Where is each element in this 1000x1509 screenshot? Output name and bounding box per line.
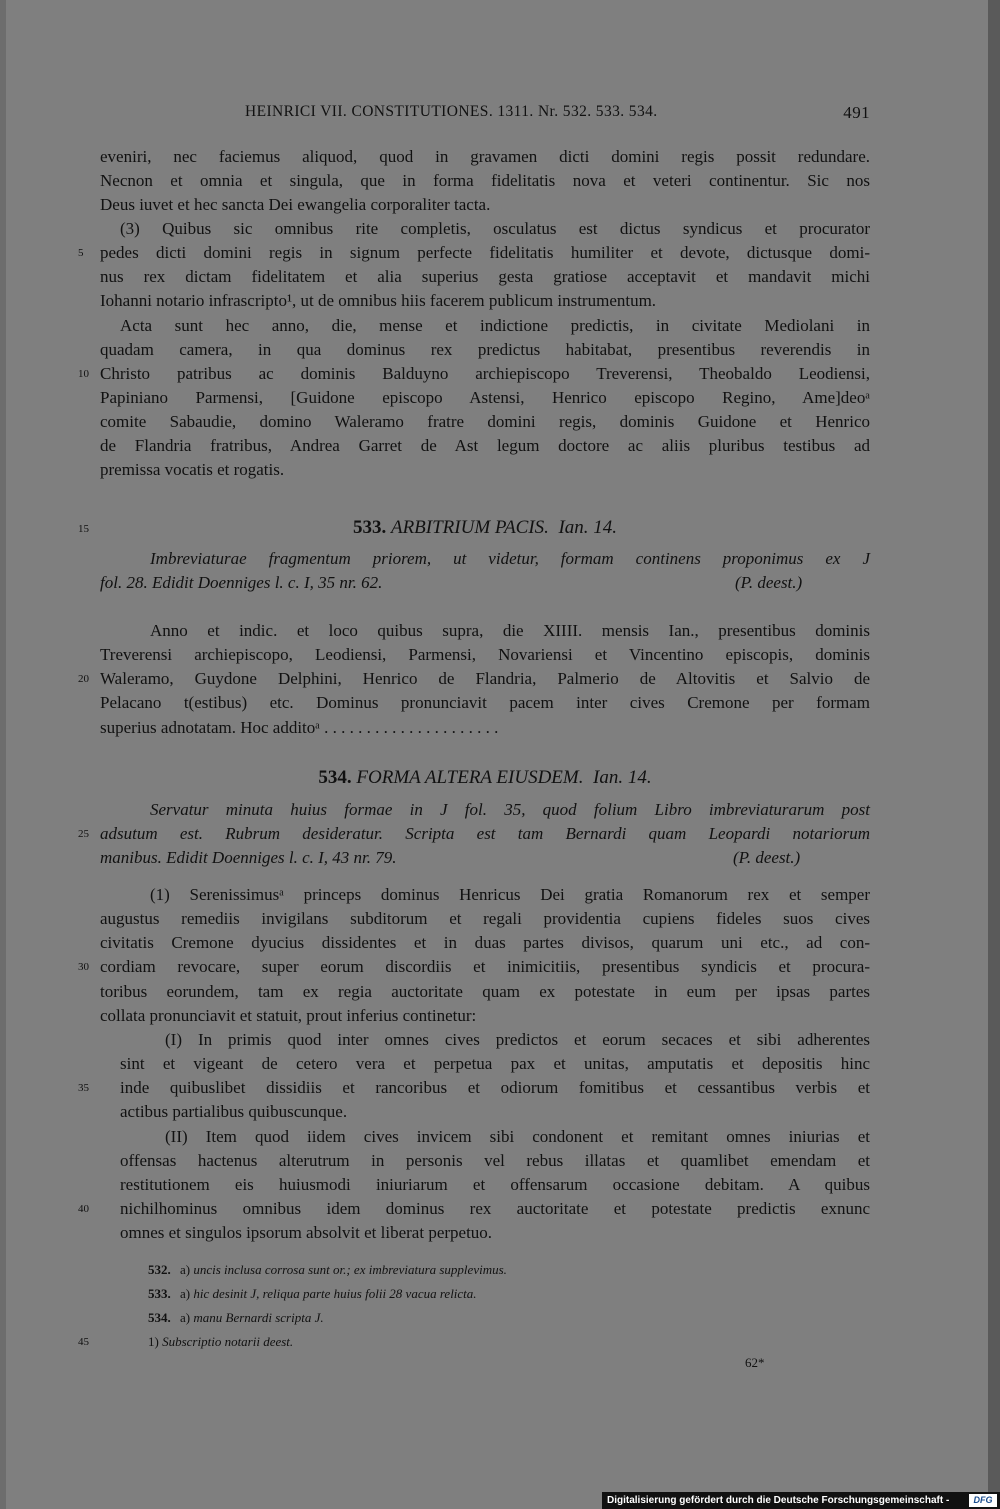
text-line: Papiniano Parmensi, [Guidone episcopo Astensi, Henrico episcopo Regino, Ame]deoᵃ [100, 388, 870, 407]
dfg-footer-bar [602, 1492, 1000, 1509]
line-number: 20 [78, 673, 89, 685]
page-number: 491 [843, 103, 870, 122]
section-intro: adsutum est. Rubrum desideratur. Scripta est tam Bernardi quam Leopardi notariorum [100, 824, 870, 843]
text-line: sint et vigeant de cetero vera et perpetua pax et unitas, amputatis et depositis hinc [120, 1054, 870, 1073]
text-line: premissa vocatis et rogatis. [100, 460, 285, 479]
text-line: omnes et singulos ipsorum absolvit et liberat perpetuo. [120, 1223, 493, 1242]
section-title: ARBITRIUM PACIS. [390, 517, 549, 538]
footnote-ref: 534. [148, 1310, 171, 1325]
section-intro: fol. 28. Edidit Doenniges l. c. I, 35 nr. 62. [100, 573, 383, 592]
footnote-ref: 533. [148, 1286, 171, 1301]
print-note: (P. deest.) [735, 573, 803, 592]
text-line: Waleramo, Guydone Delphini, Henrico de Flandria, Palmerio de Altovitis et Salvio de [100, 669, 870, 688]
section-533-heading [100, 517, 870, 539]
dfg-logo-icon: DFG [969, 1494, 997, 1507]
text-line: Christo patribus ac dominis Balduyno archiepiscopo Treverensi, Theobaldo Leodiensi, [100, 364, 870, 383]
text-line: Treverensi archiepiscopo, Leodiensi, Parmensi, Novariensi et Vincentino episcopis, dominis [100, 645, 870, 664]
line-number: 25 [78, 828, 89, 840]
line-number: 5 [78, 247, 84, 259]
footnote-ref: 532. [148, 1262, 171, 1277]
text-line: (I) In primis quod inter omnes cives predictos et eorum secaces et sibi adherentes [165, 1030, 870, 1049]
section-534-heading [100, 767, 870, 789]
signature-mark: 62* [745, 1355, 765, 1370]
text-line: superius adnotatam. Hoc additoᵃ . . . . . . . . . . . . . . . . . . . . . [100, 718, 499, 737]
section-date: Ian. 14. [593, 767, 652, 788]
footnote-text: Subscriptio notarii deest. [162, 1334, 294, 1349]
text-line: (II) Item quod iidem cives invicem sibi condonent et remitant omnes iniurias et [165, 1127, 870, 1146]
line-number: 45 [78, 1336, 89, 1348]
print-note: (P. deest.) [733, 848, 801, 867]
text-line: nus rex dictam fidelitatem et alia superius gesta gratiose acceptavit et mandavit michi [100, 267, 870, 286]
section-number: 534. [318, 767, 352, 788]
footnote-mark: a) [180, 1262, 191, 1277]
text-line: Necnon et omnia et singula, que in forma fidelitatis nova et veteri continentur. Sic nos [100, 171, 870, 190]
text-line: (1) Serenissimusᵃ princeps dominus Henricus Dei gratia Romanorum rex et semper [150, 885, 870, 904]
footnote-text: manu Bernardi scripta J. [193, 1310, 324, 1325]
text-line: offensas hactenus alterutrum in personis vel rebus illatas et quamlibet emendam et [120, 1151, 870, 1170]
text-line: nichilhominus omnibus idem dominus rex auctoritate et potestate predictis exnunc [120, 1199, 870, 1218]
section-intro: manibus. Edidit Doenniges l. c. I, 43 nr. 79. [100, 848, 397, 867]
footnote [148, 1332, 293, 1352]
footnote-mark: 1) [148, 1334, 159, 1349]
footnote [148, 1308, 324, 1328]
footnote [148, 1260, 507, 1280]
text-line: inde quibuslibet dissidiis et rancoribus et odiorum fomitibus et cessantibus verbis et [120, 1078, 870, 1097]
footnote-mark: a) [180, 1310, 191, 1325]
text-line: Deus iuvet et hec sancta Dei ewangelia corporaliter tacta. [100, 195, 491, 214]
text-line: eveniri, nec faciemus aliquod, quod in gravamen dicti domini regis possit redundare. [100, 147, 870, 166]
text-line: comite Sabaudie, domino Waleramo fratre domini regis, dominis Guidone et Henrico [100, 412, 870, 431]
line-number: 35 [78, 1082, 89, 1094]
text-line: Pelacano t(estibus) etc. Dominus pronunciavit pacem inter cives Cremone per formam [100, 693, 870, 712]
text-line: civitatis Cremone dyucius dissidentes et in duas partes divisos, quarum uni etc., ad con- [100, 933, 870, 952]
section-intro: Servatur minuta huius formae in J fol. 35, quod folium Libro imbreviaturarum post [150, 800, 870, 819]
footnote-mark: a) [180, 1286, 191, 1301]
text-line: Acta sunt hec anno, die, mense et indictione predictis, in civitate Mediolani in [120, 316, 870, 335]
text-line: de Flandria fratribus, Andrea Garret de Ast legum doctore ac aliis pluribus testibus ad [100, 436, 870, 455]
line-number: 10 [78, 368, 89, 380]
scan-edge-right [988, 0, 1000, 1509]
footer-text: Digitalisierung gefördert durch die Deutsche Forschungsgemeinschaft - [607, 1495, 950, 1506]
section-number: 533. [352, 517, 387, 538]
running-title: HEINRICI VII. CONSTITUTIONES. 1311. Nr. 532. 533. 534. [245, 103, 658, 120]
line-number: 30 [78, 961, 89, 973]
line-number: 15 [78, 523, 89, 535]
text-line: actibus partialibus quibuscunque. [120, 1102, 348, 1121]
section-title: FORMA ALTERA EIUSDEM. [356, 767, 584, 788]
text-line: Iohanni notario infrascripto¹, ut de omnibus hiis facerem publicum instrumentum. [100, 291, 657, 310]
text-line: collata pronunciavit et statuit, prout inferius continetur: [100, 1006, 477, 1025]
section-date: Ian. 14. [558, 517, 618, 538]
text-line: toribus eorundem, tam ex regia auctoritate quam ex potestate in eum per ipsas partes [100, 982, 870, 1001]
line-number: 40 [78, 1203, 89, 1215]
text-line: (3) Quibus sic omnibus rite completis, osculatus est dictus syndicus et procurator [120, 219, 870, 238]
text-line: Anno et indic. et loco quibus supra, die XIIII. mensis Ian., presentibus dominis [150, 621, 870, 640]
text-line: augustus remediis invigilans subditorum et regali providentia cupiens fideles suos cives [100, 909, 870, 928]
text-line: cordiam revocare, super eorum discordiis et inimicitiis, presentibus syndicis et procura- [100, 957, 870, 976]
text-line: restitutionem eis huiusmodi iniuriarum et offensarum occasione debitam. A quibus [120, 1175, 870, 1194]
footnote-text: hic desinit J, reliqua parte huius folii 28 vacua relicta. [193, 1286, 477, 1301]
running-header [245, 103, 870, 121]
text-line: pedes dicti domini regis in signum perfecte fidelitatis humiliter et devote, dictusque domi- [100, 243, 870, 262]
text-line: quadam camera, in qua dominus rex predictus habitabat, presentibus reverendis in [100, 340, 870, 359]
scan-edge-left [0, 0, 6, 1509]
section-intro: Imbreviaturae fragmentum priorem, ut videtur, formam continens proponimus ex J [150, 549, 870, 568]
footnote [148, 1284, 477, 1304]
footnote-text: uncis inclusa corrosa sunt or.; ex imbreviatura supplevimus. [193, 1262, 507, 1277]
